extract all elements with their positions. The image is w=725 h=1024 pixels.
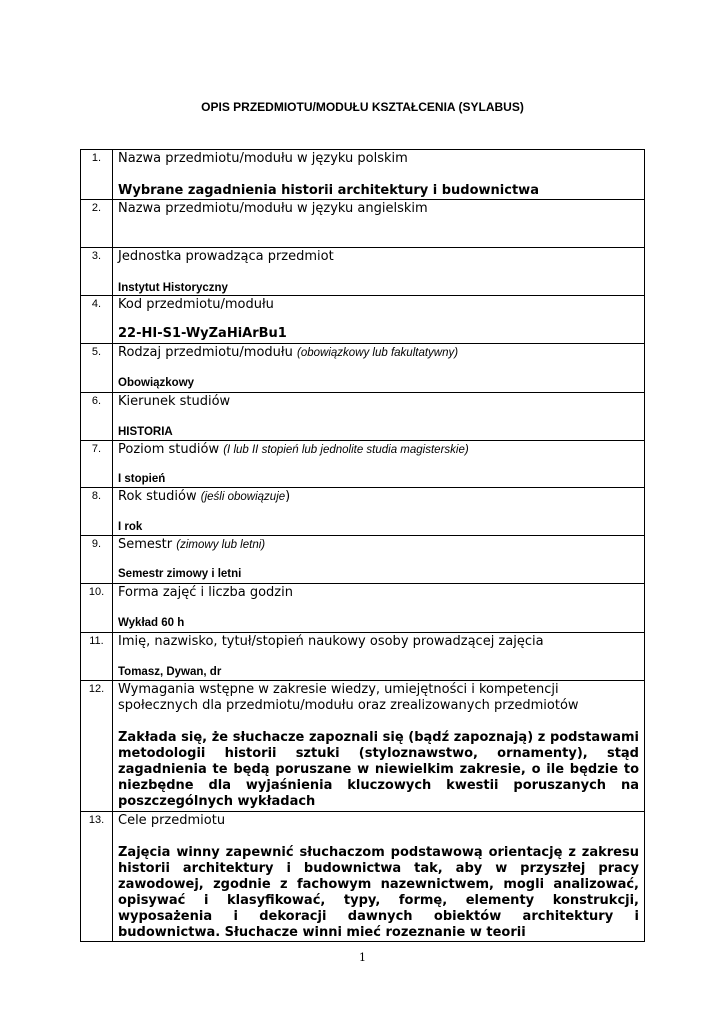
row-value: HISTORIA: [118, 426, 173, 438]
row-number: 12.: [81, 681, 113, 812]
row-label: Jednostka prowadząca przedmiot: [118, 249, 334, 264]
row-value: I rok: [118, 521, 143, 533]
row-number: 7.: [81, 441, 113, 488]
row-hint: (obowiązkowy lub fakultatywny): [297, 347, 459, 359]
table-row: [81, 633, 645, 681]
row-content: [113, 344, 645, 393]
row-content: [113, 200, 645, 248]
syllabus-table: [80, 149, 645, 942]
table-row: [81, 200, 645, 248]
row-content: [113, 150, 645, 200]
table-row: [81, 488, 645, 536]
row-label-line: [118, 442, 639, 458]
row-number: 13.: [81, 812, 113, 942]
row-number: 2.: [81, 200, 113, 248]
table-row: [81, 441, 645, 488]
row-content: [113, 633, 645, 681]
row-content: [113, 296, 645, 344]
row-value: Tomasz, Dywan, dr: [118, 666, 222, 678]
table-row: [81, 393, 645, 441]
document-title: OPIS PRZEDMIOTU/MODUŁU KSZTAŁCENIA (SYLABUS): [201, 100, 524, 114]
row-number: 3.: [81, 248, 113, 296]
table-row: [81, 344, 645, 393]
row-label: Rok studiów: [118, 489, 197, 504]
row-content: [113, 488, 645, 536]
table-row: [81, 150, 645, 200]
row-label: Poziom studiów: [118, 442, 220, 457]
row-content: [113, 536, 645, 584]
table-row: [81, 296, 645, 344]
row-value: 22-HI-S1-WyZaHiArBu1: [118, 326, 287, 341]
row-label-line: [118, 489, 639, 505]
row-label: Rodzaj przedmiotu/modułu: [118, 345, 293, 360]
row-value: Obowiązkowy: [118, 377, 195, 389]
row-value: Wybrane zagadnienia historii architektury i budownictwa: [118, 183, 539, 198]
row-label: Nazwa przedmiotu/modułu w języku polskim: [118, 151, 408, 166]
row-hint: (zimowy lub letni): [176, 539, 266, 551]
row-content: [113, 681, 645, 812]
row-label: Nazwa przedmiotu/modułu w języku angielskim: [118, 201, 428, 216]
row-hint: (I lub II stopień lub jednolite studia magisterskie): [223, 444, 469, 456]
row-number: 11.: [81, 633, 113, 681]
row-number: 10.: [81, 584, 113, 633]
row-label: Kierunek studiów: [118, 394, 231, 409]
row-value: Wykład 60 h: [118, 617, 185, 629]
row-content: [113, 584, 645, 633]
page-number: 1: [359, 951, 366, 964]
row-content: [113, 393, 645, 441]
row-label-line: [118, 345, 639, 361]
row-value: Zakłada się, że słuchacze zapoznali się (bądź zapoznają) z podstawami metodologii historii sztuki (styloznawstwo, ornamenty), stąd zagadnienia te będą poruszane w niewielkim zakresie, o ile będzie to niezbędne dla wyjaśnienia kluczowych kwestii poruszanych na poszczególnych wykładach: [118, 730, 639, 809]
row-content: [113, 441, 645, 488]
row-number: 5.: [81, 344, 113, 393]
table-row: [81, 812, 645, 942]
row-number: 4.: [81, 296, 113, 344]
row-label: Wymagania wstępne w zakresie wiedzy, umiejętności i kompetencji społecznych dla przedmiotu/modułu oraz zrealizowanych przedmiotów: [118, 682, 579, 713]
row-value: I stopień: [118, 473, 166, 485]
row-number: 6.: [81, 393, 113, 441]
row-hint-close: ): [285, 489, 291, 504]
row-content: [113, 248, 645, 296]
table-row: [81, 248, 645, 296]
row-value: Semestr zimowy i letni: [118, 568, 242, 580]
row-label: Forma zajęć i liczba godzin: [118, 585, 293, 600]
row-content: [113, 812, 645, 942]
row-label: Kod przedmiotu/modułu: [118, 297, 274, 312]
table-row: [81, 681, 645, 812]
row-value: Instytut Historyczny: [118, 282, 228, 294]
row-label: Imię, nazwisko, tytuł/stopień naukowy osoby prowadzącej zajęcia: [118, 634, 544, 649]
row-number: 8.: [81, 488, 113, 536]
row-number: 9.: [81, 536, 113, 584]
row-value: Zajęcia winny zapewnić słuchaczom podstawową orientację z zakresu historii architektury i budownictwa tak, aby w przyszłej pracy zawodowej, zgodnie z fachowym nazewnictwem, mogli analizować, opisywać i klasyfikować, typy, formę, elementy konstrukcji, wyposażenia i dekoracji dawnych obiektów architektury i budownictwa. Słuchacze winni mieć rozeznanie w teorii: [118, 845, 639, 940]
row-label-line: [118, 537, 639, 553]
row-label: Semestr: [118, 537, 173, 552]
table-row: [81, 536, 645, 584]
row-label: Cele przedmiotu: [118, 813, 226, 828]
row-hint: (jeśli obowiązuje: [200, 491, 286, 503]
row-number: 1.: [81, 150, 113, 200]
table-row: [81, 584, 645, 633]
